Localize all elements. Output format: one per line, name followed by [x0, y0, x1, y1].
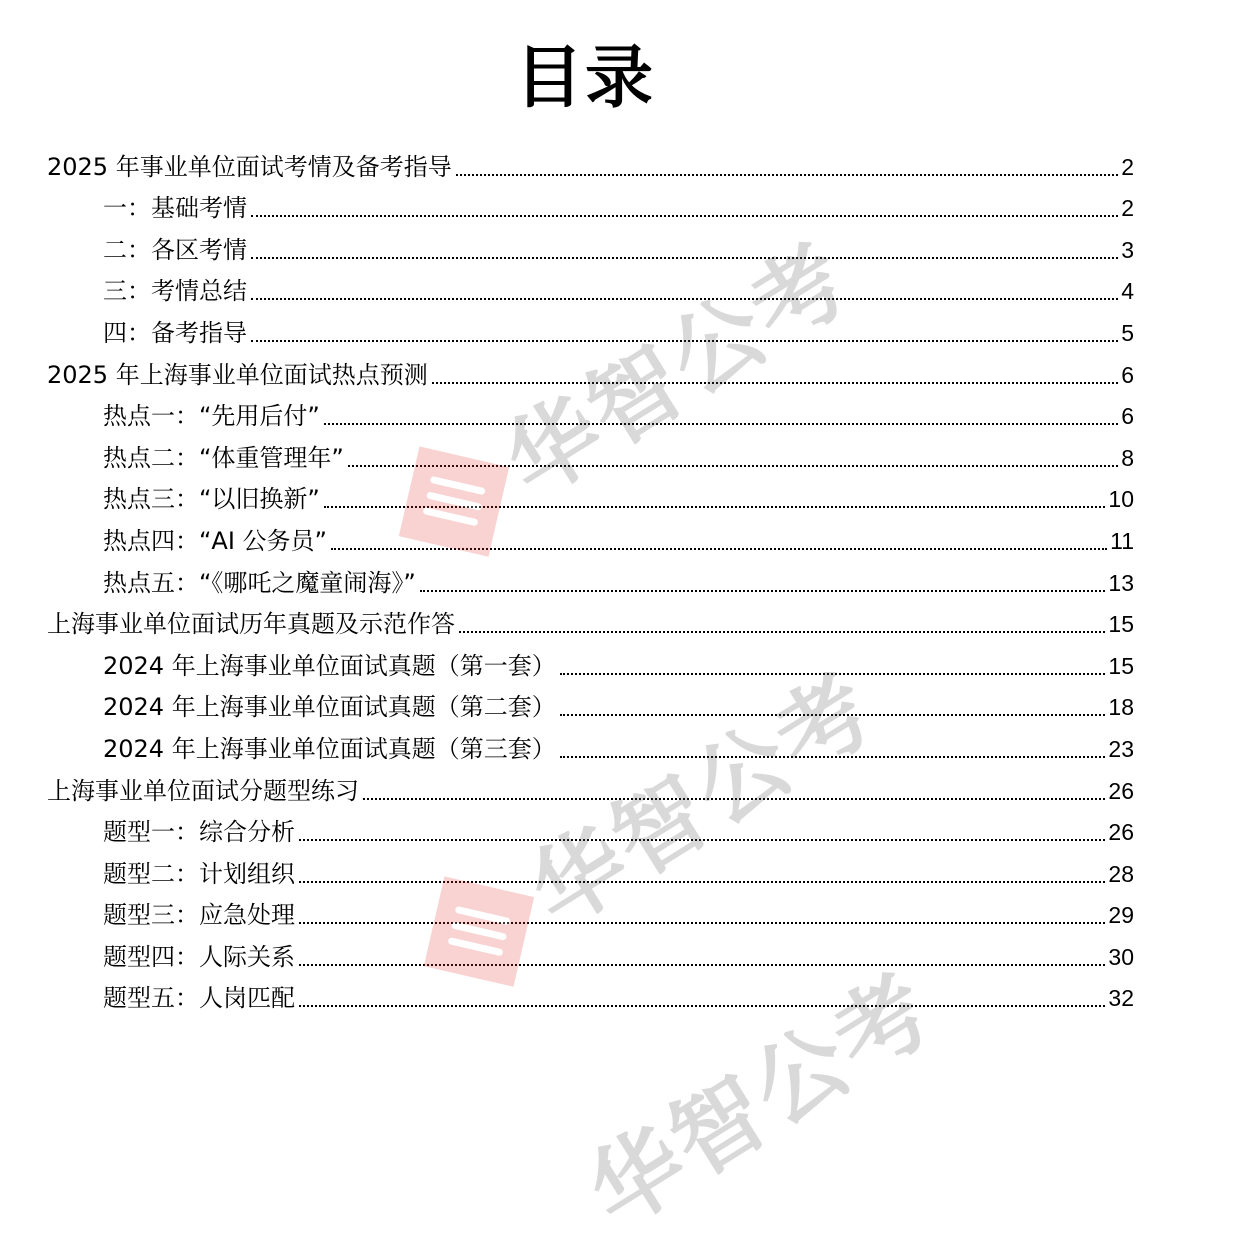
toc-entry[interactable] — [0, 187, 1134, 229]
toc-entry-page-number: 26 — [1108, 777, 1134, 804]
toc-leader-dots — [251, 257, 1118, 259]
toc-entry[interactable] — [0, 686, 1134, 728]
toc-entry-title: 热点一：“先用后付” — [103, 402, 320, 431]
toc-entry-title: 2024 年上海事业单位面试真题（第三套） — [103, 734, 556, 763]
toc-entry-page-number: 26 — [1108, 819, 1134, 846]
toc-leader-dots — [324, 506, 1106, 508]
toc-entry[interactable] — [0, 811, 1134, 853]
toc-entry-title: 热点五：“《哪吒之魔童闹海》” — [103, 568, 416, 597]
toc-leader-dots — [299, 881, 1105, 883]
toc-entry[interactable] — [0, 270, 1134, 312]
toc-leader-dots — [331, 548, 1107, 550]
toc-entry[interactable] — [0, 436, 1134, 478]
toc-entry-page-number: 23 — [1108, 735, 1134, 762]
toc-entry-title: 三：考情总结 — [103, 277, 247, 306]
toc-entry-title: 2024 年上海事业单位面试真题（第二套） — [103, 693, 556, 722]
toc-entry-page-number: 6 — [1121, 403, 1134, 430]
toc-leader-dots — [251, 340, 1118, 342]
toc-leader-dots — [432, 382, 1118, 384]
toc-entry-page-number: 2 — [1121, 153, 1134, 180]
toc-entry-page-number: 5 — [1121, 319, 1134, 346]
toc-leader-dots — [456, 174, 1118, 176]
toc-leader-dots — [299, 922, 1105, 924]
table-of-contents — [0, 145, 1235, 1018]
toc-entry[interactable] — [0, 852, 1134, 894]
toc-entry[interactable] — [0, 311, 1134, 353]
toc-entry[interactable] — [0, 353, 1134, 395]
toc-entry-title: 上海事业单位面试分题型练习 — [47, 776, 359, 805]
toc-entry-title: 2024 年上海事业单位面试真题（第一套） — [103, 651, 556, 680]
toc-entry-title: 上海事业单位面试历年真题及示范作答 — [47, 610, 455, 639]
toc-entry[interactable] — [0, 769, 1134, 811]
toc-leader-dots — [324, 423, 1118, 425]
toc-entry-page-number: 30 — [1108, 943, 1134, 970]
page-title: 目录 — [514, 38, 655, 118]
toc-entry[interactable] — [0, 727, 1134, 769]
toc-entry-page-number: 32 — [1108, 985, 1134, 1012]
toc-leader-dots — [560, 673, 1106, 675]
toc-entry-title: 题型一：综合分析 — [103, 818, 295, 847]
toc-leader-dots — [251, 298, 1118, 300]
toc-entry[interactable] — [0, 519, 1134, 561]
toc-entry[interactable] — [0, 395, 1134, 437]
toc-leader-dots — [299, 964, 1105, 966]
toc-entry-title: 四：备考指导 — [103, 318, 247, 347]
toc-entry-page-number: 15 — [1108, 652, 1134, 679]
watermark-text: 华智公考 — [512, 653, 895, 948]
toc-entry-page-number: 3 — [1121, 236, 1134, 263]
toc-entry-title: 题型四：人际关系 — [103, 942, 295, 971]
toc-entry-title: 2025 年事业单位面试考情及备考指导 — [47, 152, 452, 181]
toc-leader-dots — [299, 839, 1105, 841]
toc-entry-page-number: 29 — [1108, 902, 1134, 929]
watermark-text: 华智公考 — [487, 223, 870, 518]
toc-entry-title: 题型五：人岗匹配 — [103, 984, 295, 1013]
toc-entry-title: 题型三：应急处理 — [103, 901, 295, 930]
toc-entry[interactable] — [0, 894, 1134, 936]
watermark-text: 华智公考 — [570, 953, 953, 1248]
toc-leader-dots — [299, 1005, 1105, 1007]
toc-leader-dots — [560, 714, 1106, 716]
toc-entry-title: 一：基础考情 — [103, 194, 247, 223]
toc-leader-dots — [420, 590, 1106, 592]
toc-entry-title: 题型二：计划组织 — [103, 859, 295, 888]
toc-entry-page-number: 15 — [1108, 611, 1134, 638]
toc-entry[interactable] — [0, 935, 1134, 977]
toc-entry-page-number: 8 — [1121, 444, 1134, 471]
toc-leader-dots — [459, 631, 1105, 633]
toc-leader-dots — [348, 465, 1118, 467]
toc-entry-title: 2025 年上海事业单位面试热点预测 — [47, 360, 428, 389]
toc-entry[interactable] — [0, 561, 1134, 603]
toc-entry-title: 热点三：“以旧换新” — [103, 485, 320, 514]
toc-entry-page-number: 28 — [1108, 860, 1134, 887]
toc-entry[interactable] — [0, 644, 1134, 686]
toc-entry[interactable] — [0, 478, 1134, 520]
toc-entry[interactable] — [0, 603, 1134, 645]
toc-leader-dots — [251, 215, 1118, 217]
toc-entry[interactable] — [0, 145, 1134, 187]
toc-entry-page-number: 11 — [1110, 527, 1134, 554]
toc-entry-page-number: 10 — [1108, 486, 1134, 513]
toc-leader-dots — [560, 756, 1106, 758]
toc-entry[interactable] — [0, 228, 1134, 270]
toc-leader-dots — [363, 798, 1105, 800]
toc-entry-page-number: 6 — [1121, 361, 1134, 388]
toc-entry-title: 二：各区考情 — [103, 235, 247, 264]
toc-entry-title: 热点二：“体重管理年” — [103, 443, 344, 472]
toc-entry[interactable] — [0, 977, 1134, 1019]
toc-entry-page-number: 4 — [1121, 278, 1134, 305]
toc-entry-page-number: 13 — [1108, 569, 1134, 596]
toc-entry-page-number: 2 — [1121, 195, 1134, 222]
toc-entry-title: 热点四：“AI 公务员” — [103, 526, 327, 555]
toc-entry-page-number: 18 — [1108, 694, 1134, 721]
